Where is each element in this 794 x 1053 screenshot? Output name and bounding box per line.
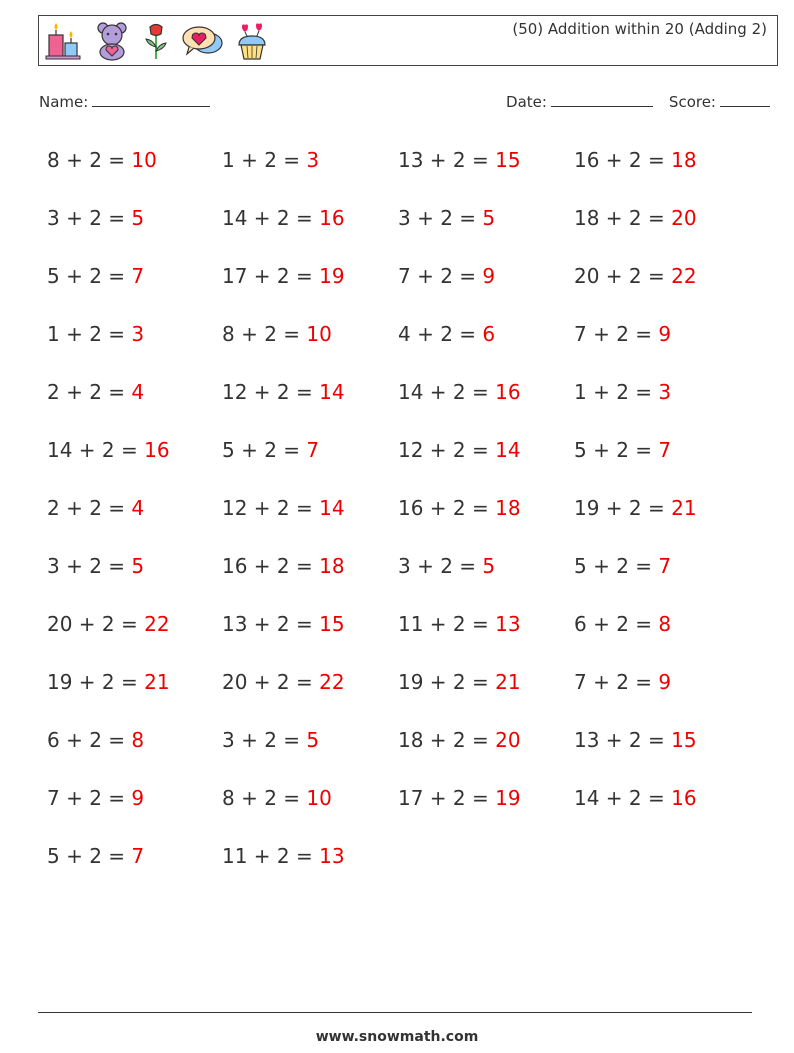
problem-item [222,670,345,694]
problem-answer: 19 [319,264,345,288]
problem-question: 16 + 2 = [222,554,320,578]
problem-answer: 14 [495,438,521,462]
problem-item [398,206,495,230]
problem-item [47,554,144,578]
problem-item [47,148,157,172]
score-field[interactable] [669,92,770,111]
problem-item [574,264,697,288]
problem-answer: 16 [144,438,170,462]
problem-question: 11 + 2 = [222,844,320,868]
problem-item [222,380,345,404]
problem-item [574,496,697,520]
problem-answer: 21 [671,496,697,520]
problem-answer: 21 [144,670,170,694]
problem-item [398,438,521,462]
problem-question: 13 + 2 = [574,728,672,752]
problem-question: 4 + 2 = [398,322,483,346]
problem-question: 14 + 2 = [574,786,672,810]
problem-question: 7 + 2 = [398,264,483,288]
problem-item [398,496,521,520]
problem-question: 14 + 2 = [222,206,320,230]
problem-item [398,148,521,172]
problem-answer: 22 [144,612,170,636]
problem-question: 14 + 2 = [398,380,496,404]
problem-answer: 14 [319,380,345,404]
problem-answer: 21 [495,670,521,694]
problem-item [222,496,345,520]
problem-question: 20 + 2 = [574,264,672,288]
problem-question: 8 + 2 = [222,786,307,810]
problem-question: 20 + 2 = [222,670,320,694]
problem-answer: 19 [495,786,521,810]
problem-question: 5 + 2 = [47,264,132,288]
problem-item [574,380,671,404]
problem-item [47,206,144,230]
problem-question: 2 + 2 = [47,380,132,404]
problem-answer: 5 [482,554,496,578]
problem-item [574,612,671,636]
problem-question: 8 + 2 = [47,148,132,172]
date-blank[interactable] [551,92,653,107]
problem-answer: 14 [319,496,345,520]
problem-item [47,496,144,520]
worksheet-header [38,15,778,66]
problem-question: 3 + 2 = [47,206,132,230]
problem-item [574,670,671,694]
date-label: Date: [506,93,547,111]
problem-question: 13 + 2 = [222,612,320,636]
problem-answer: 7 [658,438,672,462]
problem-item [574,438,671,462]
problem-answer: 4 [131,496,145,520]
worksheet-title: (50) Addition within 20 (Adding 2) [512,20,767,38]
candles-icon [45,21,83,61]
problem-answer: 13 [319,844,345,868]
problem-question: 5 + 2 = [574,554,659,578]
problem-item [222,322,332,346]
problem-question: 6 + 2 = [47,728,132,752]
problem-answer: 18 [671,148,697,172]
problem-question: 8 + 2 = [222,322,307,346]
problem-item [398,728,521,752]
problem-question: 19 + 2 = [398,670,496,694]
problem-item [222,206,345,230]
problem-answer: 7 [306,438,320,462]
problem-item [222,786,332,810]
problem-item [574,554,671,578]
problem-question: 12 + 2 = [398,438,496,462]
problem-item [47,844,144,868]
problem-item [398,322,495,346]
problem-question: 3 + 2 = [398,206,483,230]
problem-question: 20 + 2 = [47,612,145,636]
problem-answer: 7 [131,844,145,868]
problem-answer: 7 [658,554,672,578]
problem-item [47,786,144,810]
problem-item [47,322,144,346]
problem-answer: 20 [495,728,521,752]
problem-question: 2 + 2 = [47,496,132,520]
rose-icon [141,21,171,61]
problem-answer: 15 [495,148,521,172]
problem-question: 7 + 2 = [574,670,659,694]
problem-answer: 3 [658,380,672,404]
problem-answer: 6 [482,322,496,346]
problem-answer: 3 [306,148,320,172]
problem-answer: 16 [671,786,697,810]
score-blank[interactable] [720,92,770,107]
footer-url: www.snowmath.com [315,1029,479,1045]
problem-answer: 10 [306,786,332,810]
problem-question: 1 + 2 = [47,322,132,346]
problem-answer: 18 [495,496,521,520]
problem-item [47,380,144,404]
problem-answer: 9 [658,322,672,346]
problem-answer: 9 [131,786,145,810]
problem-answer: 15 [319,612,345,636]
problem-question: 1 + 2 = [222,148,307,172]
name-field[interactable] [39,92,210,111]
problem-answer: 5 [482,206,496,230]
problem-item [222,438,319,462]
problem-question: 18 + 2 = [398,728,496,752]
problem-item [398,380,521,404]
problem-item [574,322,671,346]
problem-answer: 3 [131,322,145,346]
problem-question: 19 + 2 = [574,496,672,520]
problem-question: 16 + 2 = [574,148,672,172]
problem-item [47,264,144,288]
problem-question: 13 + 2 = [398,148,496,172]
problem-question: 3 + 2 = [222,728,307,752]
problem-item [398,264,495,288]
problem-item [222,844,345,868]
problem-question: 17 + 2 = [398,786,496,810]
problem-item [222,148,319,172]
problem-question: 5 + 2 = [222,438,307,462]
problem-item [398,554,495,578]
problem-item [47,438,170,462]
problem-answer: 8 [658,612,672,636]
problem-item [398,670,521,694]
problem-item [574,148,697,172]
problem-question: 14 + 2 = [47,438,145,462]
problem-question: 6 + 2 = [574,612,659,636]
problem-item [47,670,170,694]
teddy-bear-icon [93,21,131,61]
problem-question: 5 + 2 = [47,844,132,868]
problem-question: 17 + 2 = [222,264,320,288]
name-blank[interactable] [92,92,210,107]
problem-question: 19 + 2 = [47,670,145,694]
problem-item [222,554,345,578]
problem-answer: 5 [306,728,320,752]
problem-answer: 10 [306,322,332,346]
score-label: Score: [668,93,716,111]
problem-question: 5 + 2 = [574,438,659,462]
problem-item [398,612,521,636]
problem-answer: 5 [131,554,145,578]
problem-question: 12 + 2 = [222,496,320,520]
problem-answer: 8 [131,728,145,752]
problem-answer: 9 [482,264,496,288]
problem-answer: 16 [495,380,521,404]
problem-item [47,728,144,752]
problem-item [47,612,170,636]
problem-question: 3 + 2 = [398,554,483,578]
spacer [659,92,663,111]
chat-heart-icon [181,21,225,61]
date-field[interactable] [506,92,653,111]
problem-question: 16 + 2 = [398,496,496,520]
problem-item [222,264,345,288]
problem-item [222,728,319,752]
problem-question: 7 + 2 = [574,322,659,346]
problem-answer: 15 [671,728,697,752]
problem-answer: 4 [131,380,145,404]
problem-question: 11 + 2 = [398,612,496,636]
problem-answer: 5 [131,206,145,230]
problem-answer: 7 [131,264,145,288]
header-icons [45,20,269,62]
problem-answer: 10 [131,148,157,172]
problem-item [574,206,697,230]
problem-item [574,728,697,752]
problem-answer: 18 [319,554,345,578]
problem-answer: 9 [658,670,672,694]
cupcake-icon [235,21,269,61]
problem-answer: 22 [319,670,345,694]
problem-question: 18 + 2 = [574,206,672,230]
date-score-fields [506,92,770,111]
problem-answer: 16 [319,206,345,230]
problem-answer: 13 [495,612,521,636]
name-label: Name: [39,93,89,111]
problem-question: 1 + 2 = [574,380,659,404]
footer-divider [38,1012,752,1013]
problem-answer: 20 [671,206,697,230]
problem-answer: 22 [671,264,697,288]
problem-question: 3 + 2 = [47,554,132,578]
problem-question: 7 + 2 = [47,786,132,810]
problem-question: 12 + 2 = [222,380,320,404]
problem-item [574,786,697,810]
problem-item [222,612,345,636]
problem-item [398,786,521,810]
